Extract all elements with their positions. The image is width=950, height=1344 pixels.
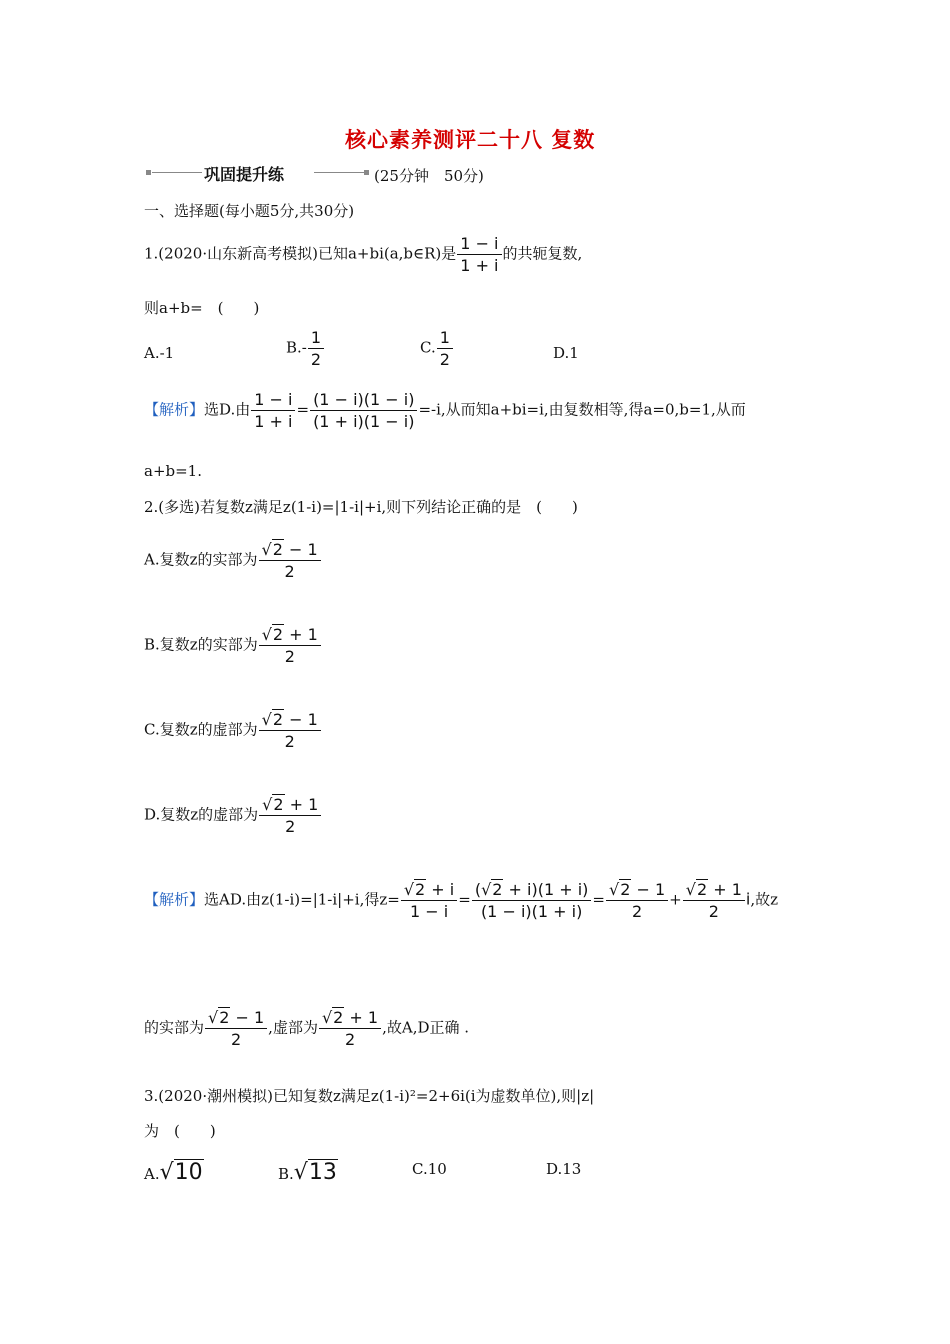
q2-option-b-radicand: 2 — [272, 625, 284, 644]
q2-sol-frac4 — [683, 880, 745, 921]
q2-sol-imag-den: 2 — [344, 1030, 356, 1049]
q1-sol-frac1-num: 1 − i — [251, 390, 295, 411]
q2-option-a-frac — [259, 540, 321, 581]
q2-sol-frac3-den: 2 — [631, 902, 643, 921]
q2-sol-real-num: √2 − 1 — [205, 1008, 267, 1029]
q2-option-a-minus: − 1 — [283, 540, 318, 559]
q2-option-b-frac — [259, 625, 321, 666]
q2-sol-frac2-num: (√2 + i)(1 + i) — [472, 880, 592, 901]
q2-option-d — [144, 795, 322, 836]
q2-sol-frac3-minus: − 1 — [631, 880, 666, 899]
q2-option-a-text: A.复数z的实部为 — [144, 550, 258, 569]
q3-option-b-radicand: 13 — [308, 1160, 337, 1185]
q2-option-b-plus: + 1 — [284, 625, 318, 644]
q1-sol-line2: a+b=1. — [144, 462, 202, 480]
q3-option-b-value: √13 — [293, 1160, 337, 1185]
q3-option-b — [278, 1160, 338, 1185]
q1-stem — [144, 234, 582, 275]
q2-option-c-text: C.复数z的虚部为 — [144, 720, 258, 739]
q2-sol-frac2-den: (1 − i)(1 + i) — [480, 902, 583, 921]
solution-tag: 【解析】 — [144, 890, 205, 909]
q2-sol-line2-a: 的实部为 — [144, 1018, 205, 1037]
part-heading: 一、选择题(每小题5分,共30分) — [144, 202, 355, 220]
q2-sol-eq2: = — [592, 890, 605, 909]
q1-solution — [144, 390, 746, 431]
section-time: (25分钟 50分) — [374, 167, 484, 185]
q2-sol-frac1-radicand: 2 — [415, 880, 426, 899]
q1-sol-b: =-i,从而知a+bi=i,由复数相等,得a=0,b=1,从而 — [418, 400, 746, 419]
q3-option-a-label: A. — [144, 1165, 160, 1183]
q2-sol-real-radicand: 2 — [219, 1008, 230, 1027]
q2-option-b-num: √2 + 1 — [259, 625, 321, 646]
q1-fraction — [457, 234, 501, 275]
q2-sol-eq1: = — [458, 890, 471, 909]
q2-option-c-radicand: 2 — [272, 710, 284, 729]
q2-sol-i: i — [745, 889, 751, 909]
q1-sol-frac1 — [251, 390, 295, 431]
q2-option-c-num: √2 − 1 — [259, 710, 321, 731]
q2-sol-frac2-radicand: 2 — [492, 880, 503, 899]
q1-sol-frac2 — [310, 390, 417, 431]
section-rule-left — [152, 172, 202, 173]
q1-sol-eq: = — [296, 400, 310, 419]
solution-tag: 【解析】 — [144, 400, 205, 419]
q2-sol-real-den: 2 — [231, 1030, 242, 1049]
q3-option-d: D.13 — [546, 1160, 582, 1178]
section-rule-right — [314, 172, 364, 173]
q1-stem-line2: 则a+b= ( ) — [144, 299, 260, 317]
section-dot-left — [146, 170, 151, 175]
q2-option-a-den: 2 — [284, 562, 295, 581]
q2-option-b-text: B.复数z的实部为 — [144, 635, 258, 654]
q1-frac-num: 1 − i — [457, 234, 501, 255]
q2-option-a-radicand: 2 — [272, 540, 283, 559]
q3-option-a — [144, 1160, 204, 1185]
q2-sol-frac1 — [401, 880, 457, 921]
q2-sol-plus: + — [669, 890, 682, 909]
q2-option-c-den: 2 — [284, 732, 295, 751]
page-title: 核心素养测评二十八 复数 — [345, 127, 596, 152]
q2-sol-frac2-head: ( — [474, 880, 482, 899]
q2-option-c — [144, 710, 322, 751]
q2-sol-frac2-tail: + i)(1 + i) — [503, 880, 589, 899]
q2-sol-frac4-plus: + 1 — [708, 880, 742, 899]
q1-sol-a: 选D.由 — [204, 400, 251, 419]
q2-sol-imag-frac — [319, 1008, 381, 1049]
q3-option-b-label: B. — [278, 1165, 294, 1183]
q2-sol-line2 — [144, 1008, 469, 1049]
q1-option-c-frac — [437, 328, 453, 369]
q2-sol-frac3-radicand: 2 — [620, 880, 631, 899]
section-dot-right — [364, 170, 369, 175]
q1-sol-frac1-den: 1 + i — [254, 412, 293, 431]
q1-option-b-label: B.- — [286, 338, 307, 357]
q1-option-a: A.-1 — [144, 344, 175, 362]
q1-option-b — [286, 328, 325, 369]
q2-sol-b: ,故z — [750, 890, 779, 909]
q1-option-c-num: 1 — [437, 328, 453, 349]
q1-option-b-den: 2 — [310, 350, 322, 369]
q2-option-b — [144, 625, 322, 666]
q2-sol-frac4-num: √2 + 1 — [683, 880, 745, 901]
q1-stem-b: 的共轭复数, — [502, 244, 583, 263]
q2-option-d-den: 2 — [285, 817, 296, 836]
q2-sol-imag-plus: + 1 — [344, 1008, 379, 1027]
q1-option-b-num: 1 — [308, 328, 324, 349]
q2-option-d-radicand: 2 — [273, 795, 284, 814]
q2-sol-frac3-num: √2 − 1 — [606, 880, 668, 901]
q2-option-d-frac — [259, 795, 321, 836]
q2-sol-imag-radicand: 2 — [333, 1008, 344, 1027]
q1-sol-frac2-num: (1 − i)(1 − i) — [310, 390, 417, 411]
q2-option-c-frac — [259, 710, 321, 751]
q3-option-a-value: √10 — [159, 1160, 203, 1185]
q2-stem: 2.(多选)若复数z满足z(1-i)=|1-i|+i,则下列结论正确的是 ( ) — [144, 498, 578, 516]
section-label: 巩固提升练 — [204, 165, 285, 184]
q3-stem-line2: 为 ( ) — [144, 1122, 216, 1140]
q2-option-c-minus: − 1 — [284, 710, 318, 729]
q2-sol-real-minus: − 1 — [230, 1008, 265, 1027]
q1-option-c-label: C. — [420, 338, 436, 357]
q1-option-c — [420, 328, 454, 369]
q2-option-d-num: √2 + 1 — [259, 795, 321, 816]
q2-sol-frac1-tail: + i — [426, 880, 455, 899]
q3-stem: 3.(2020·潮州模拟)已知复数z满足z(1-i)²=2+6i(i为虚数单位),则|z| — [144, 1087, 595, 1105]
q2-sol-frac1-num: √2 + i — [401, 880, 457, 901]
q1-sol-frac2-den: (1 + i)(1 − i) — [313, 412, 415, 431]
q3-option-c: C.10 — [412, 1160, 447, 1178]
q2-sol-imag-num: √2 + 1 — [319, 1008, 381, 1029]
q2-sol-frac1-den: 1 − i — [409, 902, 449, 921]
q2-sol-frac4-radicand: 2 — [696, 880, 708, 899]
q1-frac-den: 1 + i — [460, 256, 499, 275]
q2-option-d-text: D.复数z的虚部为 — [144, 805, 259, 824]
q1-stem-a: 1.(2020·山东新高考模拟)已知a+bi(a,b∈R)是 — [144, 244, 457, 263]
q2-sol-real-frac — [205, 1008, 267, 1049]
q1-option-c-den: 2 — [439, 350, 450, 369]
q2-option-d-plus: + 1 — [284, 795, 319, 814]
q2-sol-frac2 — [472, 880, 592, 921]
q2-sol-frac3 — [606, 880, 668, 921]
q2-sol-line2-c: ,故A,D正确 . — [382, 1018, 470, 1037]
q1-option-b-frac — [308, 328, 324, 369]
q2-sol-frac4-den: 2 — [708, 902, 719, 921]
q2-solution — [144, 880, 778, 921]
q2-option-b-den: 2 — [284, 647, 295, 666]
q2-sol-line2-b: ,虚部为 — [268, 1018, 318, 1037]
q1-option-d: D.1 — [553, 344, 579, 362]
q3-option-a-radicand: 10 — [174, 1160, 203, 1185]
q2-sol-a: 选AD.由z(1-i)=|1-i|+i,得z= — [204, 890, 400, 909]
q2-option-a-num: √2 − 1 — [259, 540, 321, 561]
q2-option-a — [144, 540, 322, 581]
